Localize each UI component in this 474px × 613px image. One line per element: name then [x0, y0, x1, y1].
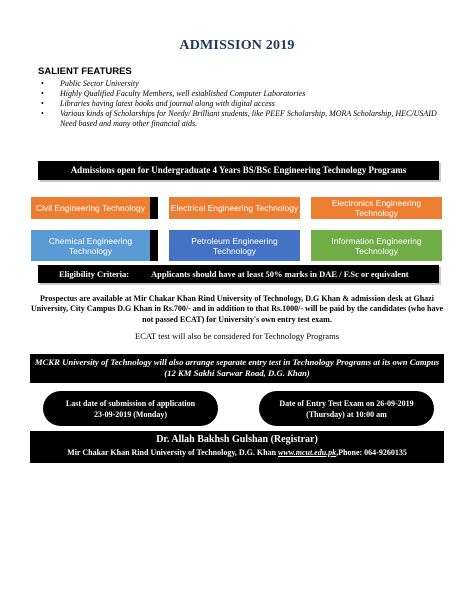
test-date-box: [259, 391, 434, 426]
last-date-line1: Last date of submission of application: [65, 398, 196, 408]
features-list: [38, 79, 448, 129]
program-information: Information Engineering Technology: [311, 230, 442, 261]
program-electrical: Electrical Engineering Technology: [169, 197, 300, 219]
eligibility-bar: [38, 265, 439, 283]
salient-features-heading: SALIENT FEATURES: [38, 66, 132, 77]
last-date-line2: 23-09-2019 (Monday): [93, 409, 168, 419]
feature-item: • Various kinds of Scholarships for Needy/ Brilliant students, like PEEF Scholarship, MORA Scholarship, HEC/USAID Need based and many other financial aids.: [38, 109, 448, 129]
feature-item: • Highly Qualified Faculty Members, well established Computer Laboratories: [38, 89, 448, 99]
eligibility-text: Applicants should have at least 50% marks in DAE / F.Sc or equivalent: [151, 269, 409, 279]
registrar-box: [30, 431, 444, 463]
website-link[interactable]: www.mcut.edu.pk: [278, 448, 337, 457]
registrar-name: Dr. Allah Bakhsh Gulshan (Registrar): [156, 434, 318, 445]
feature-item: • Public Sector University: [38, 79, 448, 89]
entry-test-banner: MCKR University of Technology will also arrange separate entry test in Technology Programs at its own Campus (12 KM Sakhi Sarwar Road, D.G. Khan): [30, 354, 444, 383]
institution-name: Mir Chakar Khan Rind University of Technology, D.G. Khan: [67, 448, 277, 457]
admissions-banner: Admissions open for Undergraduate 4 Years BS/BSc Engineering Technology Programs: [38, 161, 439, 180]
program-electronics: Electronics Engineering Technology: [311, 197, 442, 219]
last-date-box: [43, 391, 218, 426]
prospectus-info: Prospectus are available at Mir Chakar Khan Rind University of Technology, D.G Khan & admission desk at Ghazi University, City Campus D.G Khan in Rs.700/- and in addition to that Rs.1000/- will be paid by the candidates (who have not passed ECAT) for University's own entry test exam.: [30, 294, 444, 324]
registrar-contact: [30, 448, 444, 457]
test-date-line2: (Thursday) at 10:00 am: [306, 409, 387, 419]
program-chemical: Chemical Engineering Technology: [31, 230, 150, 261]
test-date-line1: Date of Entry Test Exam on 26-09-2019: [279, 398, 414, 408]
phone-number: ,Phone: 064-9260135: [336, 448, 407, 457]
program-civil: Civil Engineering Technology: [31, 197, 150, 219]
feature-item: • Libraries having latest books and journal along with digital access: [38, 99, 448, 109]
eligibility-label: Eligibility Criteria:: [59, 269, 130, 279]
page-title: ADMISSION 2019: [179, 38, 295, 53]
ecat-note: ECAT test will also be considered for Technology Programs: [135, 331, 339, 341]
program-petroleum: Petroleum Engineering Technology: [169, 230, 300, 261]
